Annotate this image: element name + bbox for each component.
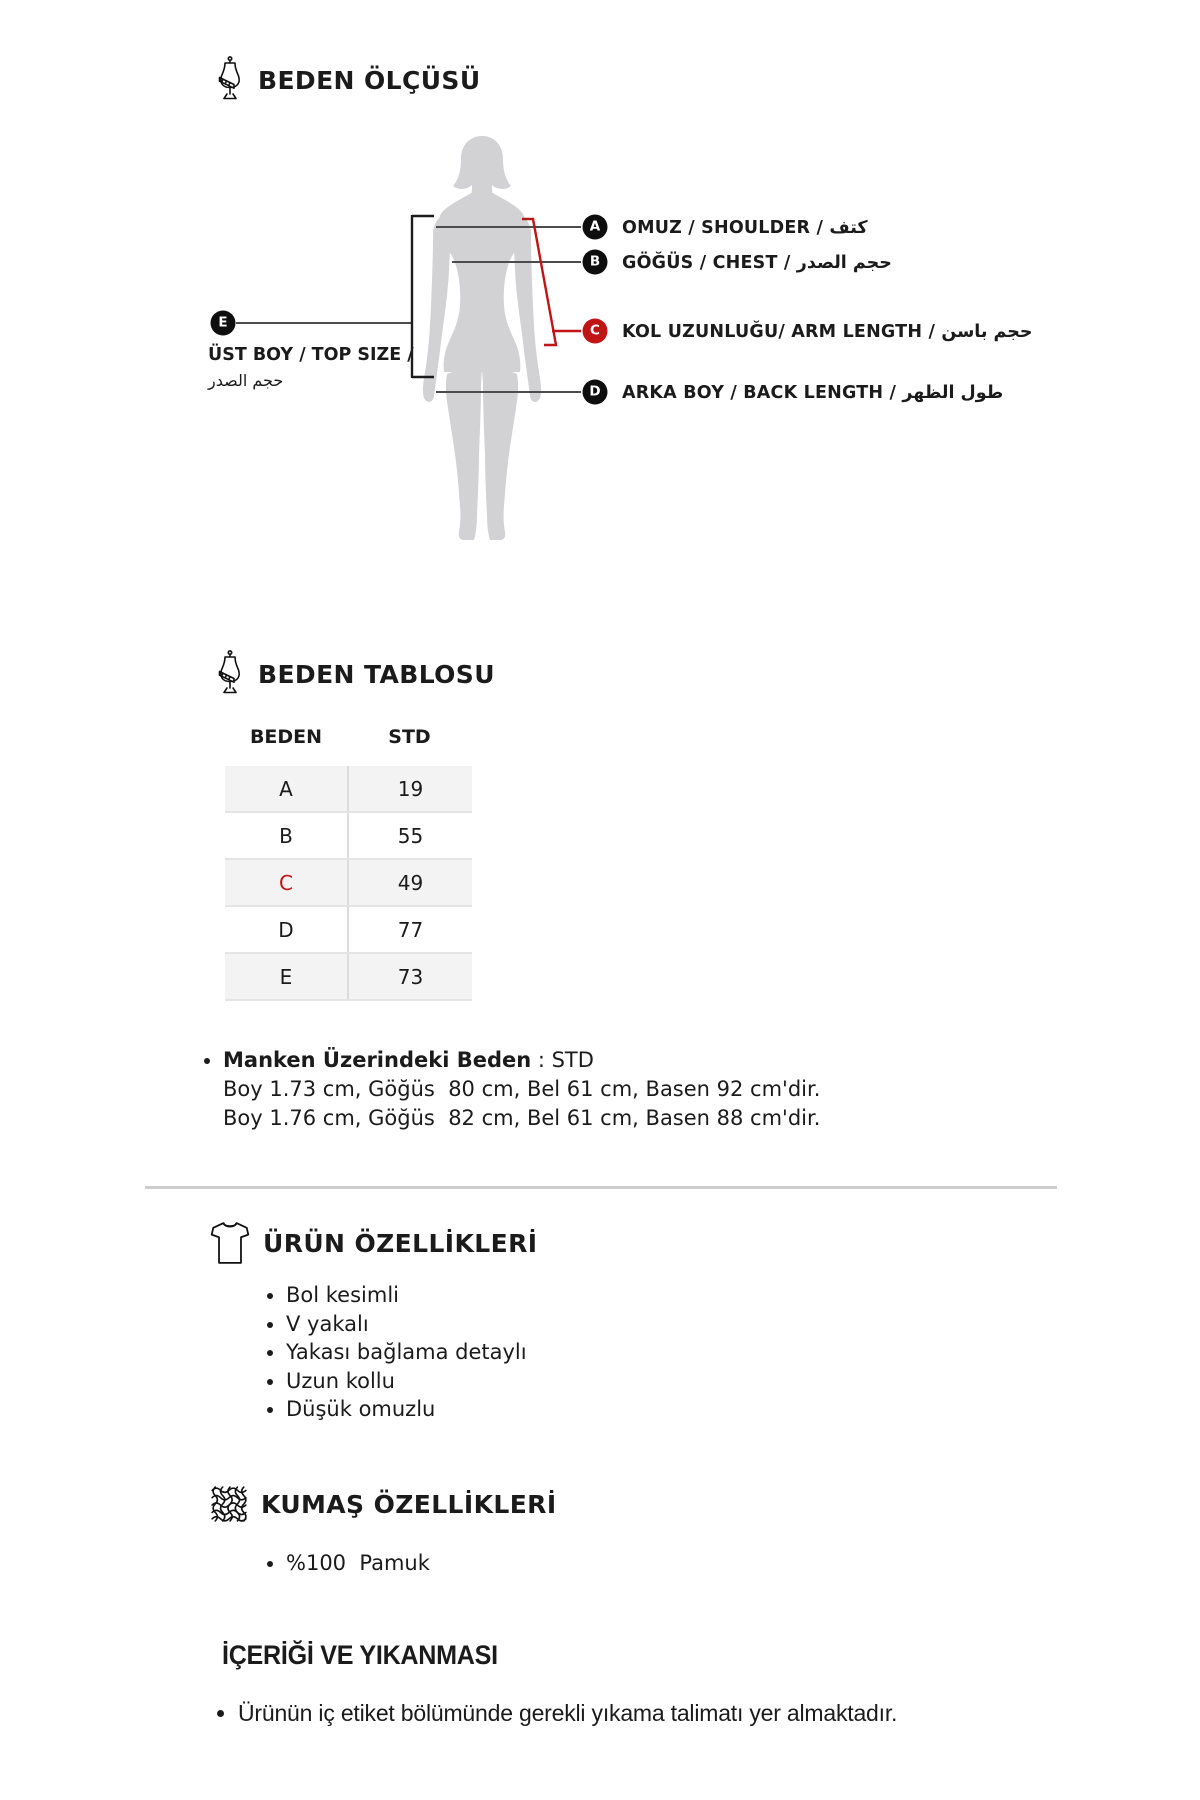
feature-item: • V yakalı	[286, 1310, 527, 1339]
care-header: İÇERİĞİ VE YIKANMASI	[222, 1640, 498, 1670]
section-divider	[145, 1186, 1057, 1189]
care-item: • Ürünün iç etiket bölümünde gerekli yıkama talimatı yer almaktadır.	[238, 1698, 938, 1729]
feature-item: • Bol kesimli	[286, 1281, 527, 1310]
label-top-size	[208, 344, 414, 391]
label-chest: GÖĞÜS / CHEST / حجم الصدر	[622, 253, 892, 273]
section-title: KUMAŞ ÖZELLİKLERİ	[261, 1489, 557, 1519]
marker-c: C	[583, 319, 608, 344]
mannequin-measurements-2: Boy 1.76 cm, Göğüs 82 cm, Bel 61 cm, Basen 88 cm'dir.	[223, 1106, 821, 1130]
mannequin-note-item	[223, 1046, 820, 1133]
size-measure-header	[215, 56, 481, 104]
cell-letter: D	[278, 917, 294, 942]
cell-letter: C	[279, 870, 293, 895]
mannequin-icon	[215, 56, 245, 104]
column-beden: BEDEN	[249, 726, 323, 748]
mannequin-note-label: Manken Üzerindeki Beden	[223, 1048, 532, 1072]
mannequin-measurements-1: Boy 1.73 cm, Göğüs 80 cm, Bel 61 cm, Basen 92 cm'dir.	[223, 1077, 821, 1101]
body-silhouette	[412, 122, 552, 542]
table-row	[225, 954, 472, 1001]
table-row	[225, 907, 472, 954]
feature-item: • Düşük omuzlu	[286, 1395, 527, 1424]
section-title: BEDEN ÖLÇÜSÜ	[258, 65, 481, 95]
mannequin-note	[205, 1046, 820, 1133]
fabric-weave-icon	[210, 1484, 248, 1524]
tshirt-icon	[210, 1220, 250, 1266]
label-top-size-line2: حجم الصدر	[208, 370, 284, 390]
cell-letter: A	[279, 776, 293, 801]
fabric-features-header	[210, 1484, 557, 1524]
column-std: STD	[388, 726, 431, 748]
cell-value: 73	[347, 954, 472, 999]
section-title: BEDEN TABLOSU	[258, 659, 495, 689]
size-table-header	[215, 650, 495, 698]
mannequin-icon	[215, 650, 245, 698]
marker-d: D	[583, 380, 608, 405]
cell-letter: B	[279, 823, 293, 848]
section-title: ÜRÜN ÖZELLİKLERİ	[263, 1228, 538, 1258]
care-list	[222, 1698, 938, 1729]
label-shoulder: OMUZ / SHOULDER / كتف	[622, 218, 868, 238]
marker-b: B	[583, 250, 608, 275]
label-top-size-line1: ÜST BOY / TOP SIZE /	[208, 345, 414, 365]
product-features-header	[210, 1220, 537, 1266]
fabric-features-list	[268, 1549, 430, 1578]
table-row	[225, 813, 472, 860]
cell-value: 55	[347, 813, 472, 858]
feature-item: • Yakası bağlama detaylı	[286, 1338, 527, 1367]
table-row	[225, 860, 472, 907]
cell-value: 19	[347, 766, 472, 811]
measurement-lines	[0, 0, 1200, 560]
table-row	[225, 766, 472, 813]
label-back-length: ARKA BOY / BACK LENGTH / طول الظهر	[622, 383, 1004, 403]
fabric-item: • %100 Pamuk	[286, 1549, 430, 1578]
cell-letter: E	[279, 964, 293, 989]
feature-item: • Uzun kollu	[286, 1367, 527, 1396]
size-table	[225, 766, 472, 1001]
marker-e: E	[211, 311, 236, 336]
mannequin-note-value: : STD	[531, 1048, 594, 1072]
cell-value: 49	[347, 860, 472, 905]
product-features-list	[268, 1281, 527, 1424]
cell-value: 77	[347, 907, 472, 952]
marker-a: A	[583, 215, 608, 240]
label-arm-length: KOL UZUNLUĞU/ ARM LENGTH / حجم باسن	[622, 322, 1033, 342]
size-table-columns	[225, 726, 472, 748]
